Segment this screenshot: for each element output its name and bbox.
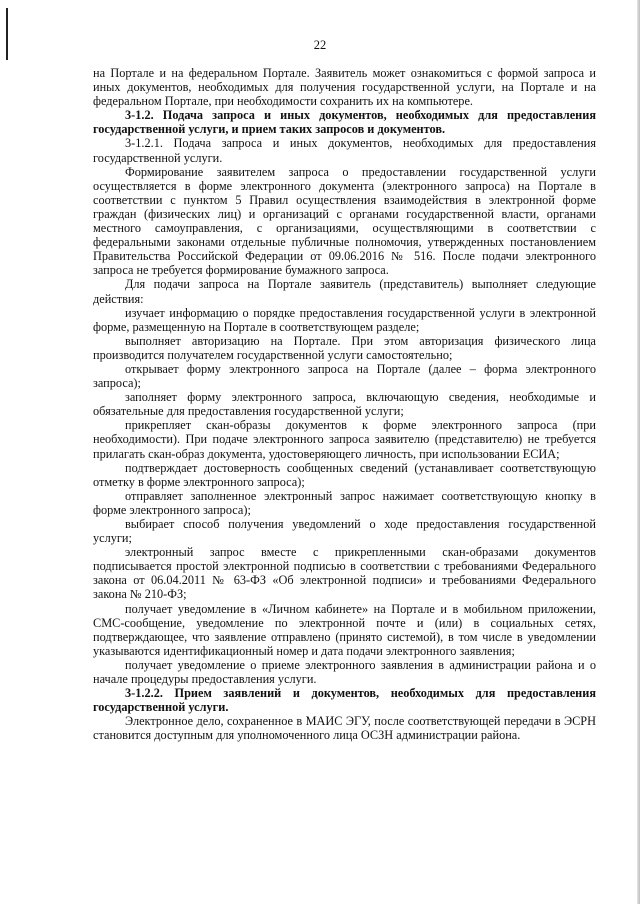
paragraph-electronic-case: Электронное дело, сохраненное в МАИС ЭГУ, после соответствующей передачи в ЭСРН становится доступным для уполномоченного лица ОСЗН администрации района. [93,714,596,743]
document-body [93,66,596,743]
action-item-open-form: открывает форму электронного запроса на Портале (далее – форма электронного запроса); [93,361,596,391]
action-item-receive-acceptance: получает уведомление о приеме электронного заявления в администрации района и о начале процедуры предоставления услуги. [93,657,596,687]
subsection-3-1-2-1: 3-1.2.1. Подача запроса и иных документов, необходимых для предоставления государственной услуги. [93,136,596,165]
page-number: 22 [313,38,327,52]
paragraph-request-formation: Формирование заявителем запроса о предоставлении государственной услуги осуществляется в форме электронного документа (электронного запроса) на Портале в соответствии с пунктом 5 Правил осуществления взаимодействия в электронной форме граждан (физических лиц) и организаций с органами государственной власти, органами местного самоуправления, с организациями, осуществляющими в соответствии с федеральными законами отдельные публичные полномочия, утвержденных постановлением Правительства Российской Федерации от 09.06.2016 № 516. После подачи электронного запроса не требуется формирование бумажного запроса. [93,164,596,278]
action-item-receive-notice: получает уведомление в «Личном кабинете» на Портале и в мобильном приложении, СМС-сообщение, уведомление по электронной почте и (или) в социальных сетях, подтверждающее, что заявление отправлено (принято системой), в том числе в уведомлении указываются идентификационный номер и дата подачи электронного заявления; [93,601,596,658]
action-item-send: отправляет заполненное электронный запрос нажимает соответствующую кнопку в форме электронного запроса); [93,488,596,517]
action-item-confirm: подтверждает достоверность сообщенных сведений (устанавливает соответствующую отметку в форме электронного запроса); [93,460,596,489]
paragraph-signature: электронный запрос вместе с прикрепленными скан-образами документов подписывается простой электронной подписью в соответствии с требованиями Федерального закона от 06.04.2011 № 63-ФЗ «Об электронной подписи» и требованиями Федерального закона № 210-ФЗ; [93,545,596,602]
paragraph-portal-form: на Портале и на федеральном Портале. Заявитель может ознакомиться с формой запроса и иных документов, необходимых для получения государственной услуги, на Портале и на федеральном Портале, при необходимости сохранить их на компьютере. [93,66,596,109]
paragraph-actions-intro: Для подачи запроса на Портале заявитель (представитель) выполняет следующие действия: [93,277,596,306]
action-item-attach-scans: прикрепляет скан-образы документов к форме электронного запроса (при необходимости). При подаче электронного запроса заявителю (представителю) не требуется прилагать скан-образ документа, удостоверяющего личность, при использовании ЕСИА; [93,418,596,461]
action-item-study: изучает информацию о порядке предоставления государственной услуги в электронной форме, размещенную на Портале в соответствующем разделе; [93,305,596,334]
section-heading-3-1-2: 3-1.2. Подача запроса и иных документов, необходимых для предоставления государственной услуги, и прием таких запросов и документов. [93,108,596,137]
action-item-notification-method: выбирает способ получения уведомлений о ходе предоставления государственной услуги; [93,517,596,546]
section-heading-3-1-2-2: 3-1.2.2. Прием заявлений и документов, необходимых для предоставления государственной услуги. [93,686,596,715]
action-item-authorize: выполняет авторизацию на Портале. При этом авторизация физического лица производится получателем государственной услуги самостоятельно; [93,333,596,362]
action-item-fill-form: заполняет форму электронного запроса, включающую сведения, необходимые и обязательные для предоставления государственной услуги; [93,390,596,419]
